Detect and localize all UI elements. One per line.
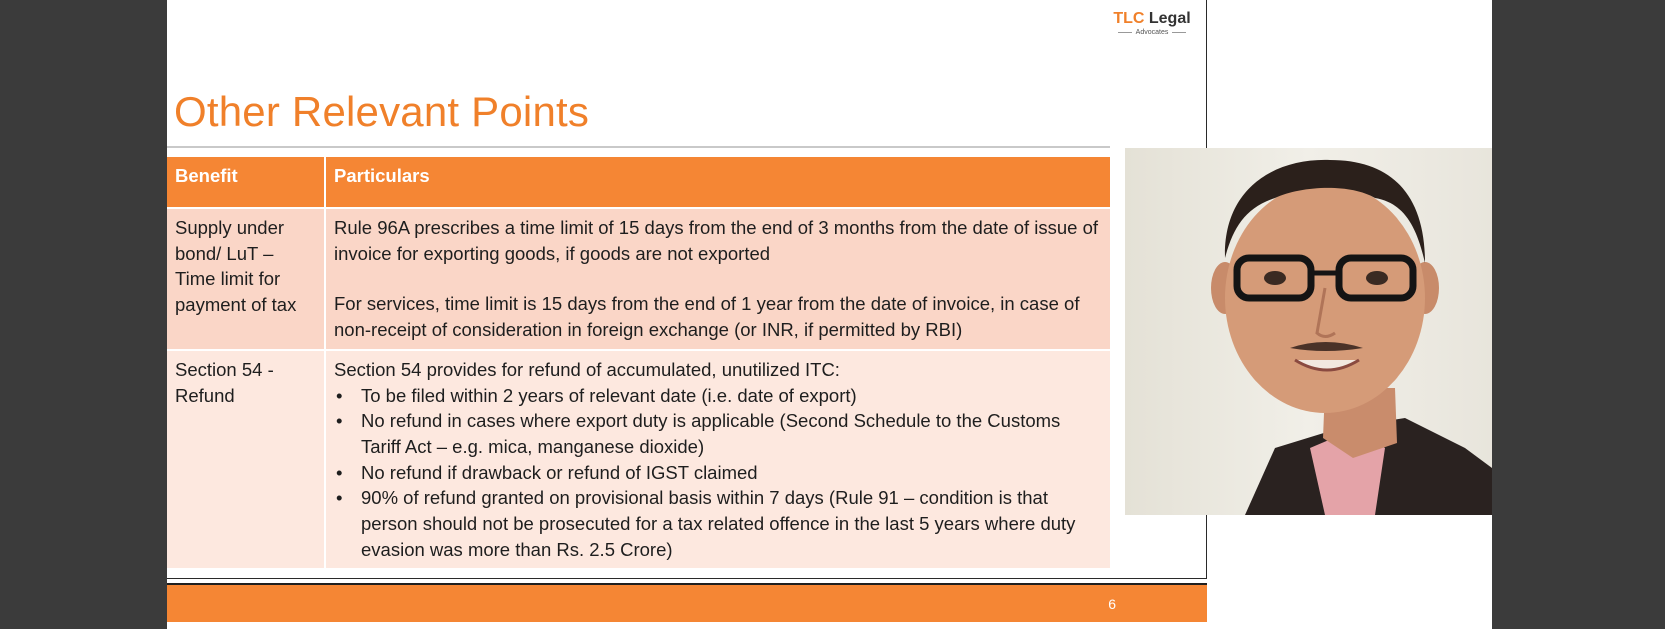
page-number: 6 [1108,596,1116,612]
table-header-row [167,157,1110,208]
particulars-cell [325,208,1110,350]
bullet-item: • No refund if drawback or refund of IGST claimed [334,460,1102,486]
presenter-portrait-icon [1125,148,1492,515]
slide-title: Other Relevant Points [174,88,590,135]
logo-brand-rest: Legal [1148,10,1191,27]
bullet-item: • No refund in cases where export duty is applicable (Second Schedule to the Customs Tariff Act – e.g. mica, manganese dioxide) [334,408,1102,459]
particulars-cell [325,350,1110,569]
benefit-cell: Supply under bond/ LuT – Time limit for payment of tax [167,208,325,350]
particulars-paragraph: For services, time limit is 15 days from the end of 1 year from the date of invoice, in case of non-receipt of consideration in foreign exchange (or INR, if permitted by RBI) [334,293,1080,341]
logo-subtitle: Advocates [1112,29,1192,36]
header-benefit: Benefit [167,157,325,208]
particulars-paragraph: Rule 96A prescribes a time limit of 15 days from the end of 3 months from the date of issue of invoice for exporting goods, if goods are not exported [334,217,1099,264]
presenter-webcam-photo [1125,148,1492,515]
bullet-item: • 90% of refund granted on provisional basis within 7 days (Rule 91 – condition is that person should not be prosecuted for a tax related offence in the last 5 years where duty evasion was more than Rs. 2.5 Crore) [334,485,1102,562]
header-particulars: Particulars [325,157,1110,208]
brand-logo [1112,10,1192,36]
logo-wordmark [1112,10,1192,28]
points-table [167,157,1110,568]
table-row [167,350,1110,569]
benefit-cell: Section 54 - Refund [167,350,325,569]
footer-bar [167,583,1207,622]
logo-brand-colored: TLC [1113,10,1145,27]
bullet-list [334,383,1102,563]
table-row [167,208,1110,350]
particulars-intro: Section 54 provides for refund of accumulated, unutilized ITC: [334,358,840,380]
bullet-item: • To be filed within 2 years of relevant date (i.e. date of export) [334,383,1102,409]
title-divider [167,146,1110,148]
